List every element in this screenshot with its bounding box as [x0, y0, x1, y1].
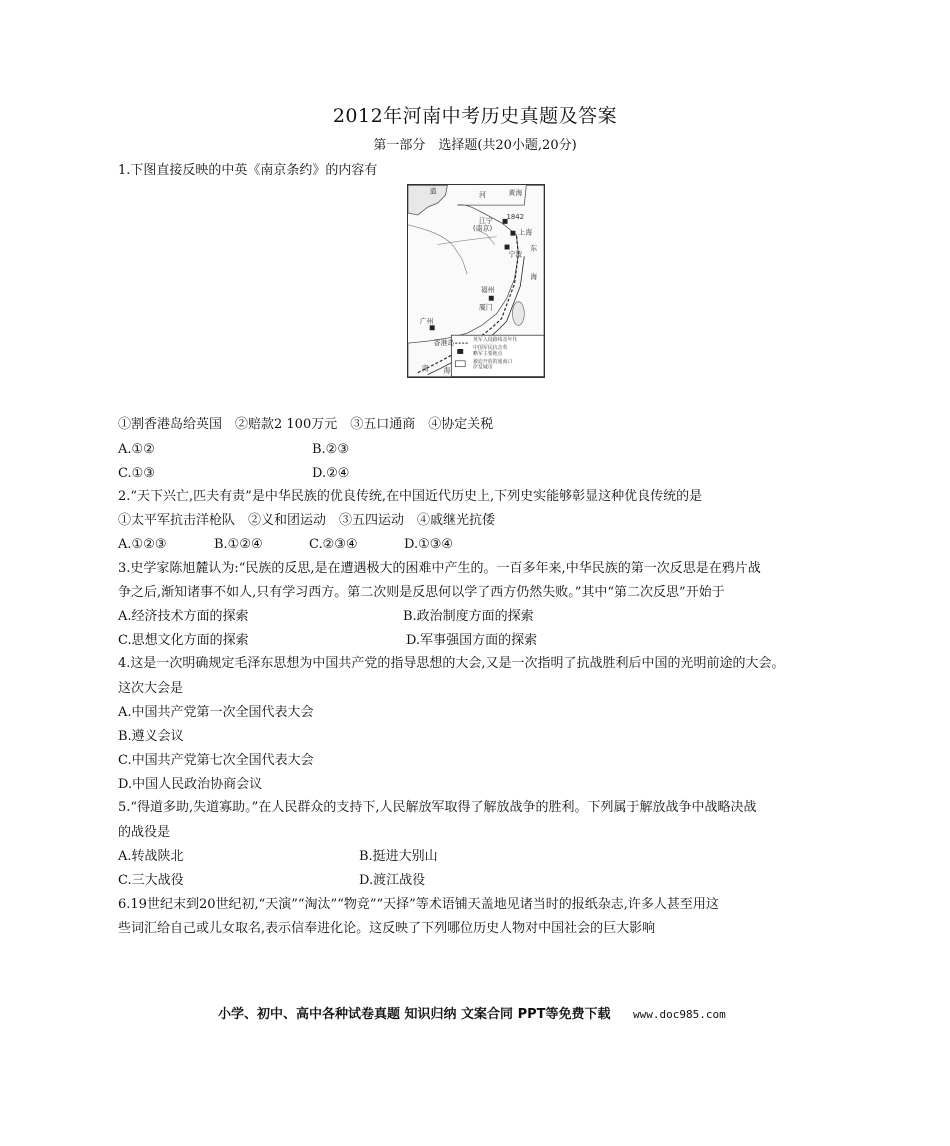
q4-stem-line2: 这次大会是 [118, 681, 184, 696]
opium-war-map [407, 184, 545, 378]
q5-option-c: C.三大战役 [118, 873, 184, 888]
q5-stem-line1: 5.“得道多助,失道寡助。”在人民群众的支持下,人民解放军取得了解放战争的胜利。下列属于解放战争中战略决战 [118, 800, 757, 815]
map-label-dao: 道 [429, 187, 437, 196]
legend-resist-1: 中国军民抗击英 [473, 345, 508, 351]
q2-option-b: B.①②④ [214, 537, 263, 552]
legend-route: 英军入侵路线及年代 [473, 337, 518, 344]
map-label-river: 河 [478, 191, 486, 200]
map-label-east: 东 [530, 244, 538, 253]
q5-option-a: A.转战陕北 [118, 849, 184, 864]
q6-stem-line1: 6.19世纪末到20世纪初,“天演”“淘汰”“物竞”“天择”等术语铺天盖地见诸当时的报纸杂志,许多人甚至用这 [118, 897, 719, 912]
map-label-fuzhou: 福州 [480, 285, 495, 294]
legend-port-2: 岸及城市 [473, 364, 493, 371]
q1-option-a: A.①② [118, 442, 155, 457]
q2-option-d: D.①③④ [404, 537, 454, 552]
q2-option-a: A.①②③ [118, 537, 167, 552]
q4-option-b: B.遵义会议 [118, 729, 184, 744]
q1-stem: 1.下图直接反映的中英《南京条约》的内容有 [118, 163, 378, 178]
q1-option-c: C.①③ [118, 466, 155, 481]
q4-option-d: D.中国人民政治协商会议 [118, 777, 263, 792]
map-label-jiangning: 江宁 [478, 216, 493, 225]
q1-option-b: B.②③ [312, 442, 349, 457]
map-label-shanghai: 上海 [518, 228, 533, 237]
map-label-xianggang: 香港岛 [433, 339, 455, 348]
map-label-guangzhou: 广州 [419, 317, 434, 326]
q1-option-d: D.②④ [312, 466, 350, 481]
q3-option-c: C.思想文化方面的探索 [118, 633, 249, 648]
footer-text: 小学、初中、高中各种试卷真题 知识归纳 文案合同 PPT等免费下载 [218, 1007, 611, 1022]
q2-option-c: C.②③④ [309, 537, 358, 552]
map-illustration [408, 185, 544, 377]
q4-option-c: C.中国共产党第七次全国代表大会 [118, 753, 314, 768]
map-label-sea: 海 [530, 273, 538, 282]
map-label-ningbo: 宁波 [508, 250, 523, 259]
q3-option-d: D.军事强国方面的探索 [406, 633, 538, 648]
q3-option-b: B.政治制度方面的探索 [403, 609, 534, 624]
q3-stem-line1: 3.史学家陈旭麓认为:“民族的反思,是在遭遇极大的困难中产生的。一百多年来,中华民族的第一次反思是在鸦片战 [118, 561, 761, 576]
q3-stem-line2: 争之后,渐知诸事不如人,只有学习西方。第二次则是反思何以学了西方仍然失败。”其中“第二次反思”开始于 [118, 585, 725, 600]
legend-resist-2: 略军主要地点 [473, 350, 503, 357]
map-label-sea2: 海 [443, 366, 451, 375]
footer-banner [218, 1003, 726, 1022]
q3-option-a: A.经济技术方面的探索 [118, 609, 249, 624]
q5-stem-line2: 的战役是 [118, 825, 171, 840]
q4-option-a: A.中国共产党第一次全国代表大会 [118, 705, 314, 720]
map-label-xiamen: 厦门 [478, 303, 493, 312]
section-subtitle: 第一部分 选择题(共20小题,20分) [373, 138, 577, 153]
map-label-nanjing: (南京) [473, 224, 493, 233]
q2-statements: ①太平军抗击洋枪队 ②义和团运动 ③五四运动 ④戚继光抗倭 [118, 513, 496, 528]
q5-option-d: D.渡江战役 [359, 873, 426, 888]
q5-option-b: B.挺进大别山 [359, 849, 438, 864]
map-label-south: 南 [421, 364, 429, 373]
page-title: 2012年河南中考历史真题及答案 [332, 105, 618, 127]
q2-stem: 2.“天下兴亡,匹夫有责”是中华民族的优良传统,在中国近代历史上,下列史实能够彰显这种优良传统的是 [118, 489, 703, 504]
map-label-year: 1842 [506, 212, 525, 221]
map-label-yellow-sea: 黄海 [508, 189, 523, 198]
q6-stem-line2: 些词汇给自己或儿女取名,表示信奉进化论。这反映了下列哪位历史人物对中国社会的巨大影响 [118, 921, 656, 936]
footer-url[interactable]: www.doc985.com [633, 1008, 726, 1021]
q4-stem-line1: 4.这是一次明确规定毛泽东思想为中国共产党的指导思想的大会,又是一次指明了抗战胜利后中国的光明前途的大会。 [118, 656, 785, 671]
q1-statements: ①割香港岛给英国 ②赔款2 100万元 ③五口通商 ④协定关税 [118, 417, 494, 432]
legend-port-1: 被迫开放的通商口 [473, 358, 513, 365]
